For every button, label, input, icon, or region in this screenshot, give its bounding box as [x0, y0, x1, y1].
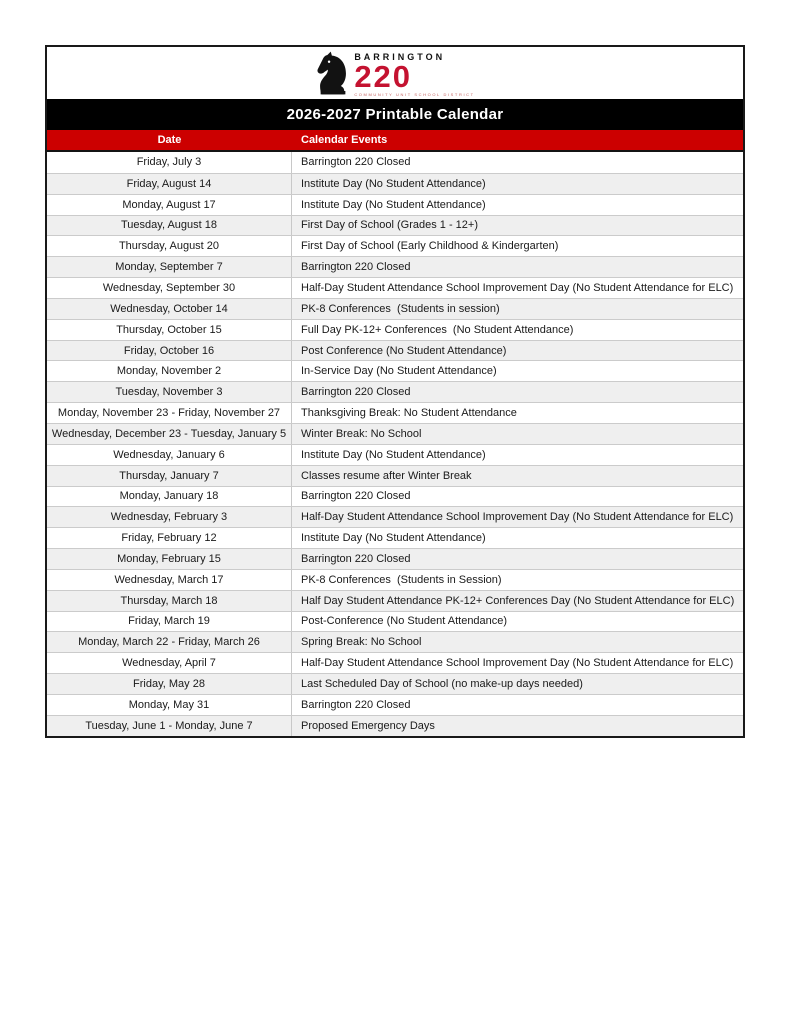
event-cell: Half-Day Student Attendance School Improvement Day (No Student Attendance for ELC): [301, 281, 734, 294]
date-cell: Friday, August 14: [47, 174, 292, 194]
logo-brand-name: BARRINGTON: [354, 51, 446, 62]
table-row: [47, 465, 743, 486]
date-cell: Wednesday, April 7: [47, 653, 292, 673]
district-logo: [315, 50, 474, 97]
table-row: [47, 694, 743, 715]
date-cell: Monday, May 31: [47, 695, 292, 715]
date-cell: Wednesday, October 14: [47, 299, 292, 319]
table-row: [47, 173, 743, 194]
table-row: [47, 569, 743, 590]
event-cell: Thanksgiving Break: No Student Attendance: [301, 407, 517, 420]
table-row: [47, 194, 743, 215]
table-row: [47, 527, 743, 548]
event-cell: Barrington 220 Closed: [301, 386, 411, 399]
date-cell: Friday, October 16: [47, 341, 292, 361]
event-cell: Post-Conference (No Student Attendance): [301, 615, 508, 628]
date-cell: Tuesday, November 3: [47, 382, 292, 402]
table-row: [47, 444, 743, 465]
table-row: [47, 631, 743, 652]
logo-district-number: 220: [354, 58, 413, 94]
event-cell: Half-Day Student Attendance School Improvement Day (No Student Attendance for ELC): [301, 657, 734, 670]
table-row: [47, 611, 743, 632]
table-row: [47, 423, 743, 444]
date-cell: Wednesday, February 3: [47, 507, 292, 527]
event-cell: Barrington 220 Closed: [301, 156, 411, 169]
table-row: [47, 152, 743, 173]
date-cell: Monday, November 2: [47, 361, 292, 381]
table-row: [47, 360, 743, 381]
table-row: [47, 340, 743, 361]
event-cell: Classes resume after Winter Break: [301, 469, 472, 482]
column-header-date: Date: [157, 134, 182, 146]
table-row: [47, 215, 743, 236]
event-cell: Barrington 220 Closed: [301, 698, 411, 711]
date-cell: Thursday, October 15: [47, 320, 292, 340]
event-cell: Institute Day (No Student Attendance): [301, 177, 486, 190]
event-cell: PK-8 Conferences (Students in Session): [301, 573, 502, 586]
table-row: [47, 715, 743, 736]
event-cell: Institute Day (No Student Attendance): [301, 198, 486, 211]
event-cell: Spring Break: No School: [301, 636, 422, 649]
event-cell: Winter Break: No School: [301, 427, 422, 440]
event-cell: Institute Day (No Student Attendance): [301, 448, 486, 461]
calendar-table-body: [47, 152, 743, 736]
event-cell: First Day of School (Early Childhood & Kindergarten): [301, 240, 559, 253]
table-header-row: [47, 130, 743, 152]
table-row: [47, 402, 743, 423]
date-cell: Monday, August 17: [47, 195, 292, 215]
event-cell: Last Scheduled Day of School (no make-up days needed): [301, 678, 583, 691]
logo-tagline: COMMUNITY UNIT SCHOOL DISTRICT: [354, 91, 475, 97]
date-cell: Wednesday, December 23 - Tuesday, January 5: [47, 424, 292, 444]
date-cell: Wednesday, January 6: [47, 445, 292, 465]
table-row: [47, 298, 743, 319]
date-cell: Wednesday, March 17: [47, 570, 292, 590]
table-row: [47, 590, 743, 611]
table-row: [47, 548, 743, 569]
table-row: [47, 506, 743, 527]
title-band: [47, 99, 743, 130]
date-cell: Tuesday, August 18: [47, 216, 292, 236]
table-row: [47, 486, 743, 507]
event-cell: Half Day Student Attendance PK-12+ Conferences Day (No Student Attendance for ELC): [301, 594, 735, 607]
date-cell: Thursday, January 7: [47, 466, 292, 486]
date-cell: Thursday, August 20: [47, 236, 292, 256]
logo-text: [354, 53, 474, 97]
event-cell: Barrington 220 Closed: [301, 261, 411, 274]
date-cell: Thursday, March 18: [47, 591, 292, 611]
date-cell: Monday, November 23 - Friday, November 27: [47, 403, 292, 423]
date-cell: Friday, May 28: [47, 674, 292, 694]
date-cell: Friday, February 12: [47, 528, 292, 548]
event-cell: Proposed Emergency Days: [301, 719, 435, 732]
event-cell: Full Day PK-12+ Conferences (No Student Attendance): [301, 323, 574, 336]
date-cell: Friday, March 19: [47, 612, 292, 632]
date-cell: Monday, January 18: [47, 487, 292, 507]
date-cell: Tuesday, June 1 - Monday, June 7: [47, 716, 292, 736]
page-title: 2026-2027 Printable Calendar: [286, 106, 504, 123]
date-cell: Monday, September 7: [47, 257, 292, 277]
table-row: [47, 652, 743, 673]
column-header-calendar-events: Calendar Events: [301, 134, 388, 146]
event-cell: First Day of School (Grades 1 - 12+): [301, 219, 478, 232]
event-cell: Institute Day (No Student Attendance): [301, 532, 486, 545]
date-cell: Monday, February 15: [47, 549, 292, 569]
event-cell: Barrington 220 Closed: [301, 552, 411, 565]
knight-chess-piece-icon: [315, 50, 351, 96]
logo-area: [47, 47, 743, 99]
table-row: [47, 277, 743, 298]
date-cell: Wednesday, September 30: [47, 278, 292, 298]
event-cell: Half-Day Student Attendance School Improvement Day (No Student Attendance for ELC): [301, 511, 734, 524]
date-cell: Friday, July 3: [47, 152, 292, 173]
calendar-box: [45, 45, 745, 738]
event-cell: Post Conference (No Student Attendance): [301, 344, 507, 357]
table-row: [47, 319, 743, 340]
table-row: [47, 256, 743, 277]
event-cell: PK-8 Conferences (Students in session): [301, 302, 500, 315]
table-row: [47, 673, 743, 694]
table-row: [47, 381, 743, 402]
table-row: [47, 235, 743, 256]
event-cell: Barrington 220 Closed: [301, 490, 411, 503]
event-cell: In-Service Day (No Student Attendance): [301, 365, 497, 378]
date-cell: Monday, March 22 - Friday, March 26: [47, 632, 292, 652]
